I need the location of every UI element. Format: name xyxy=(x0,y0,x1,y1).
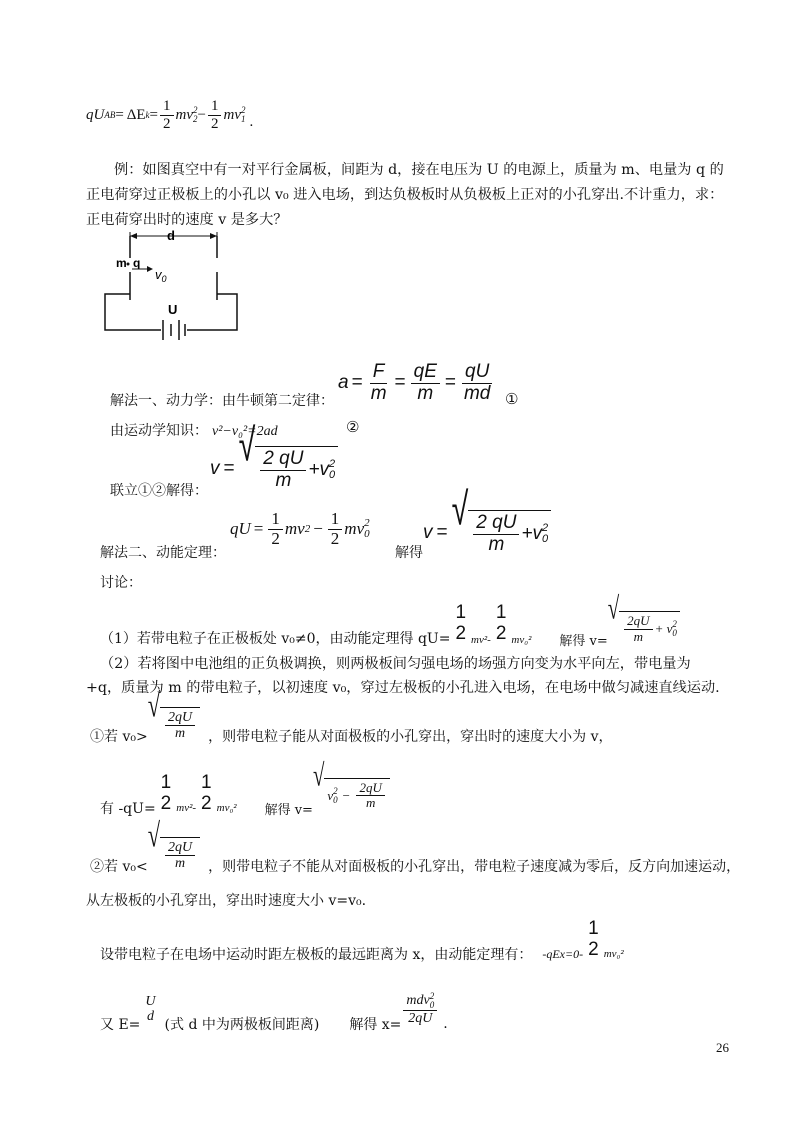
formula-top: q U AB = ΔE k = $\frac{1}{2}$ mv 2 2 − $\frac{1}{2}$ mv 2 1 . xyxy=(86,98,254,132)
wire-left xyxy=(105,294,161,330)
marker-2: ② xyxy=(346,418,360,436)
d-arrow-left xyxy=(130,233,137,239)
page-number: 26 xyxy=(716,1040,729,1055)
combine-result: v = √ $\frac{2 qU}{m}$ +v 2 0 xyxy=(210,446,338,492)
d-arrow-right xyxy=(210,233,217,239)
method1-label: 解法一、动力学：由牛顿第二定律： xyxy=(110,393,334,409)
discussion-label: 讨论： xyxy=(100,575,142,591)
label-d: d xyxy=(167,228,175,243)
discussion-item2: （2）若将图中电池组的正负极调换，则两极板间匀强电场的场强方向变为水平向左，带电量为 +q，质量为 m 的带电粒子，以初速度 v₀，穿过左极板的小孔进入电场，在电场中做匀减速直线运动. xyxy=(86,656,720,696)
velocity-arrowhead xyxy=(147,266,153,272)
case2: ②若 v₀< √ $\frac{2qU}{m}$ ，则带电粒子不能从对面极板的小孔穿出，带电粒子速度减为零后，反方向加速运动， xyxy=(90,816,741,875)
combine-label: 联立①②解得： xyxy=(110,483,208,499)
newton-formula: a = $\frac{F}{m}$ = $\frac{qE}{m}$ = $\frac{qU}{md}$ xyxy=(338,361,491,404)
label-q: q xyxy=(133,256,141,270)
wire-right xyxy=(187,294,237,330)
case1: ①若 v₀> √ $\frac{2qU}{m}$ ，则带电粒子能从对面极板的小孔穿出，穿出时的速度大小为 v， xyxy=(90,686,613,745)
label-v: $v_0$ xyxy=(155,267,167,284)
method2-label: 解法二、动能定理： xyxy=(100,545,226,561)
case1-equation: 有 -qU= 1 2 mv²- 1 2 mv₀² 解得 v= √ v 2 0 − $\frac{2qU}{m}$ xyxy=(100,770,390,818)
method2-result: v = √ $\frac{2 qU}{m}$ +v 2 0 xyxy=(423,510,551,556)
energy-formula: qU = $\frac{1}{2}$ mv 2 − $\frac{1}{2}$ mv 2 0 xyxy=(230,509,370,548)
method2-solve-label: 解得 xyxy=(395,545,423,561)
particle-dot xyxy=(127,263,130,266)
marker-1: ① xyxy=(505,390,519,408)
example-text: 例：如图真空中有一对平行金属板，间距为 d，接在电压为 U 的电源上，质量为 m、电量为 q 的正电荷穿过正极板上的小孔以 v₀ 进入电场，到达负极板时从负极板上正对的小孔穿出.不计重力，求：正电荷穿出时的速度 v 是多大？ xyxy=(86,162,724,228)
label-U: U xyxy=(168,302,178,317)
discussion-item1: （1）若带电粒子在正极板处 v₀≠0，由动能定理得 qU= 1 2 mv²- 1 2 mv₀² 解得 v= √ $\frac{2qU}{m}$ + v 2 0 xyxy=(100,602,680,649)
circuit-diagram xyxy=(95,224,245,342)
label-m: m xyxy=(116,256,127,270)
case2-line2: 从左极板的小孔穿出，穿出时速度大小 v=v₀. xyxy=(86,893,367,909)
field-equation: 又 E= U d (式 d 中为两极板间距离) 解得 x= mdv 2 0 2qU . xyxy=(100,990,448,1033)
distance-text: 设带电粒子在电场中运动时距左极板的最远距离为 x，由动能定理有： -qEx=0- 1 2 mv₀² xyxy=(100,918,624,963)
kinematics-label: 由运动学知识： v²−v₀²=2ad xyxy=(110,423,278,439)
